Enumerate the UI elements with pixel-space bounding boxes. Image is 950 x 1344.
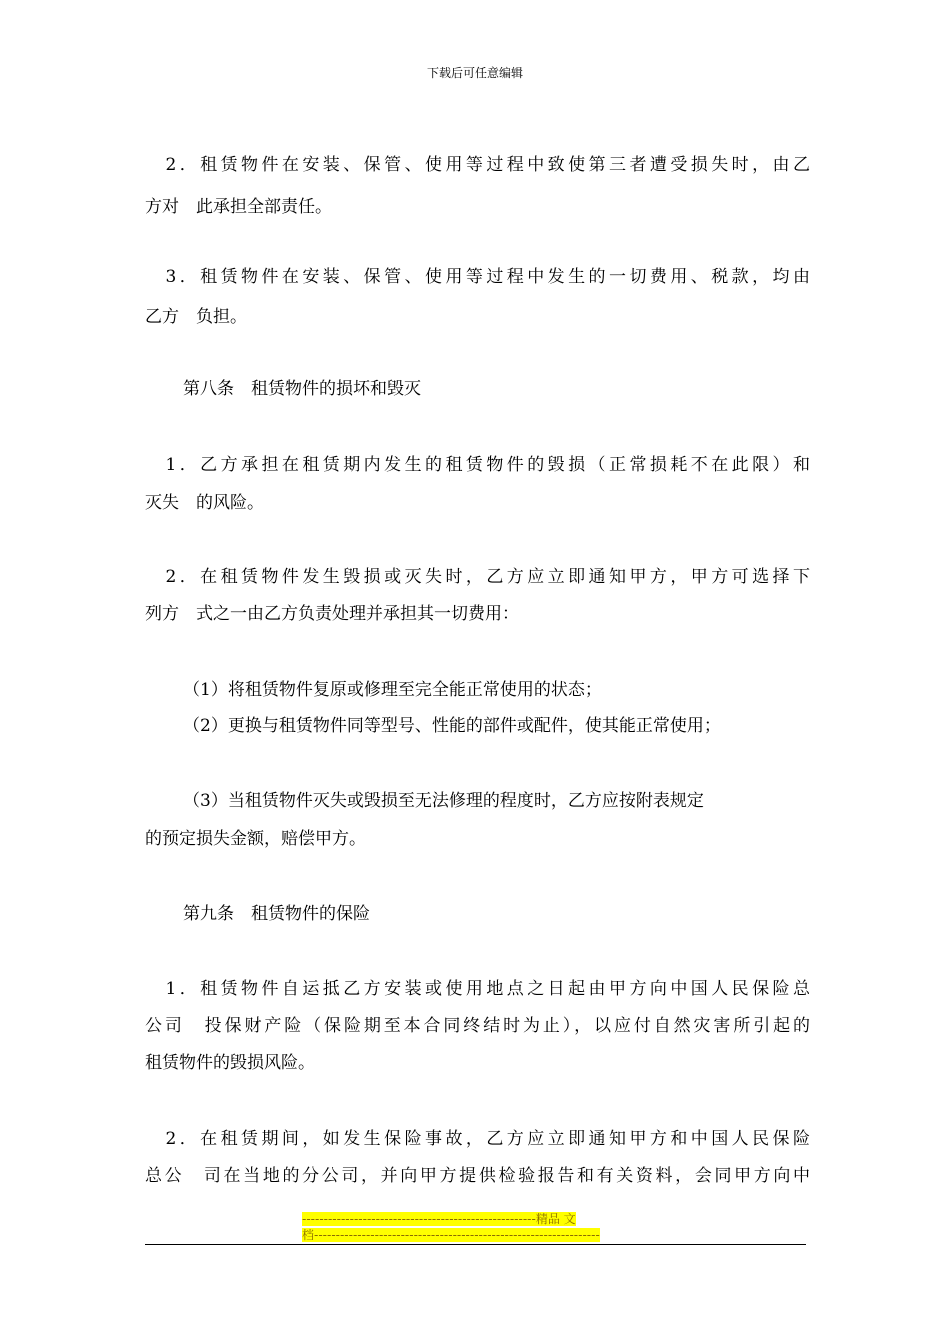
art8-item-1: （1）将租赁物件复原或修理至完全能正常使用的状态； bbox=[183, 680, 602, 700]
page-header: 下载后可任意编辑 bbox=[426, 66, 523, 80]
article-8-heading: 第八条 租赁物件的损坏和毁灭 bbox=[183, 379, 421, 399]
art9-para-1-line-1: 1．租赁物件自运抵乙方安装或使用地点之日起由甲方向中国人民保险总 bbox=[145, 979, 810, 999]
footer-watermark bbox=[302, 1211, 650, 1243]
art8-item-2: （2）更换与租赁物件同等型号、性能的部件或配件，使其能正常使用； bbox=[183, 716, 721, 736]
art8-item-3-line-1: （3）当租赁物件灭失或毁损至无法修理的程度时，乙方应按附表规定 bbox=[183, 791, 704, 811]
art9-para-2-line-2: 总公 司在当地的分公司，并向甲方提供检验报告和有关资料，会同甲方向中 bbox=[145, 1166, 810, 1186]
art8-para-2-line-2: 列方 式之一由乙方负责处理并承担其一切费用： bbox=[145, 604, 519, 624]
art9-para-1-line-3: 租赁物件的毁损风险。 bbox=[145, 1053, 315, 1073]
art8-para-1-line-1: 1．乙方承担在租赁期内发生的租赁物件的毁损（正常损耗不在此限）和 bbox=[145, 455, 810, 475]
art8-para-1-line-2: 灭失 的风险。 bbox=[145, 493, 264, 513]
footer-line-2: 档------------------------------------------------------------------ bbox=[302, 1228, 600, 1242]
para-2-line-1: 2．租赁物件在安装、保管、使用等过程中致使第三者遭受损失时，由乙 bbox=[145, 155, 810, 175]
para-3-line-1: 3．租赁物件在安装、保管、使用等过程中发生的一切费用、税款，均由 bbox=[145, 267, 810, 287]
footer-divider bbox=[145, 1244, 806, 1245]
art8-item-3-line-2: 的预定损失金额，赔偿甲方。 bbox=[145, 829, 366, 849]
para-3-line-2: 乙方 负担。 bbox=[145, 307, 247, 327]
art8-para-2-line-1: 2．在租赁物件发生毁损或灭失时，乙方应立即通知甲方，甲方可选择下 bbox=[145, 567, 810, 587]
art9-para-1-line-2: 公司 投保财产险（保险期至本合同终结时为止），以应付自然灾害所引起的 bbox=[145, 1016, 810, 1036]
art9-para-2-line-1: 2．在租赁期间，如发生保险事故，乙方应立即通知甲方和中国人民保险 bbox=[145, 1129, 810, 1149]
footer-line-1: ------------------------------------------------------精品 文 bbox=[302, 1212, 576, 1226]
article-9-heading: 第九条 租赁物件的保险 bbox=[183, 904, 370, 924]
para-2-line-2: 方对 此承担全部责任。 bbox=[145, 197, 332, 217]
